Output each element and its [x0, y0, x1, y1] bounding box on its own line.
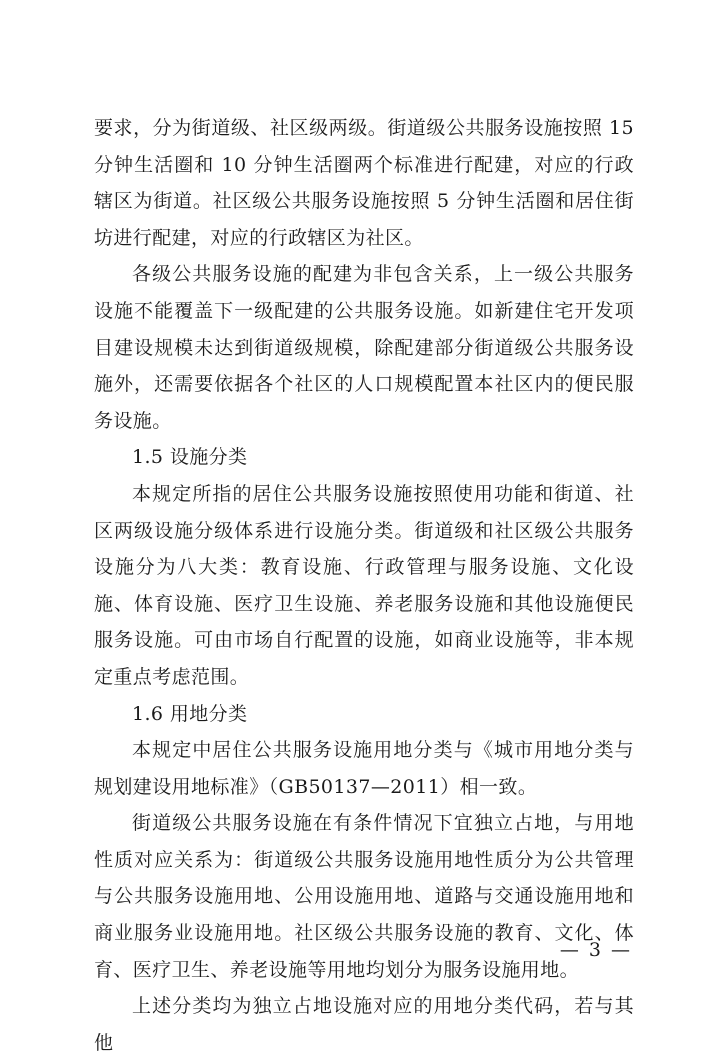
paragraph-2: 各级公共服务设施的配建为非包含关系，上一级公共服务设施不能覆盖下一级配建的公共服务设施。如新建住宅开发项目建设规模未达到街道级规模，除配建部分街道级公共服务设施外，还需要依据各个社区的人口规模配置本社区内的便民服务设施。 — [94, 263, 634, 432]
paragraph-3: 本规定所指的居住公共服务设施按照使用功能和街道、社区两级设施分级体系进行设施分类。街道级和社区级公共服务设施分为八大类：教育设施、行政管理与服务设施、文化设施、体育设施、医疗卫生设施、养老服务设施和其他设施便民服务设施。可由市场自行配置的设施，如商业设施等，非本规定重点考虑范围。 — [94, 482, 634, 688]
paragraph-4: 本规定中居住公共服务设施用地分类与《城市用地分类与规划建设用地标准》（GB50137—2011）相一致。 — [94, 739, 634, 798]
paragraph-1: 要求，分为街道级、社区级两级。街道级公共服务设施按照 15 分钟生活圈和 10 分钟生活圈两个标准进行配建，对应的行政辖区为街道。社区级公共服务设施按照 5 分钟生活圈和居住街坊进行配建，对应的行政辖区为社区。 — [94, 117, 634, 249]
page-number: — 3 — — [559, 939, 632, 961]
paragraph-5: 街道级公共服务设施在有条件情况下宜独立占地，与用地性质对应关系为：街道级公共服务设施用地性质分为公共管理与公共服务设施用地、公用设施用地、道路与交通设施用地和商业服务业设施用地。社区级公共服务设施的教育、文化、体育、医疗卫生、养老设施等用地均划分为服务设施用地。 — [94, 812, 634, 981]
section-heading-1-5: 1.5 设施分类 — [132, 446, 248, 469]
document-body — [94, 110, 634, 1061]
section-heading-1-6: 1.6 用地分类 — [132, 702, 248, 725]
paragraph-6: 上述分类均为独立占地设施对应的用地分类代码，若与其他 — [94, 995, 634, 1054]
